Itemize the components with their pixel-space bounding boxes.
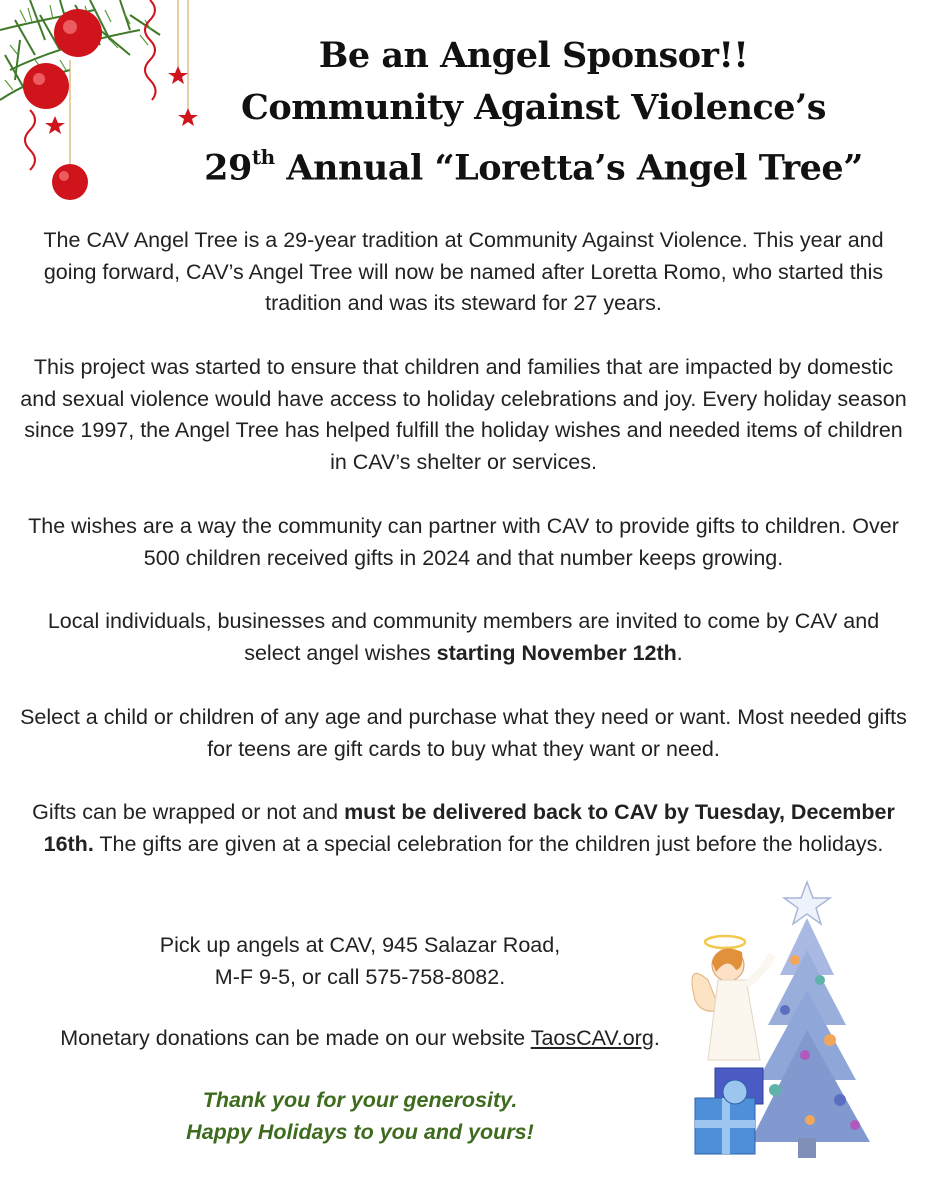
delivery-end: The gifts are given at a special celebration for the children just before the holidays.	[93, 831, 884, 856]
delivery-paragraph	[20, 797, 907, 860]
title-anniversary-number: 29	[204, 147, 252, 189]
invitation-paragraph	[20, 606, 907, 669]
red-ornament-ball	[54, 9, 102, 57]
delivery-text: Gifts can be wrapped or not and	[32, 800, 345, 824]
gift-boxes	[695, 1068, 763, 1154]
title-ordinal-suffix: th	[251, 145, 275, 169]
pickup-info	[20, 930, 700, 993]
ornament-highlight	[33, 73, 45, 85]
tree-top-star-icon	[784, 882, 830, 924]
donation-end: .	[653, 1026, 660, 1050]
pickup-hours-phone: M-F 9-5, or call 575-758-8082.	[214, 964, 506, 989]
pickup-address: Pick up angels at CAV, 945 Salazar Road,	[159, 933, 561, 957]
red-star-icon	[45, 116, 65, 134]
ornament-highlight	[63, 20, 77, 34]
title-line-3	[150, 134, 917, 195]
closing-message	[20, 1085, 700, 1148]
title-line-1: Be an Angel Sponsor!!	[318, 35, 749, 76]
donation-text: Monetary donations can be made on our website	[60, 1026, 531, 1050]
start-date: starting November 12th	[436, 640, 677, 665]
delivery-deadline: must be delivered back to CAV by Tuesday, December 16th.	[43, 800, 895, 856]
community-paragraph: The wishes are a way the community can partner with CAV to provide gifts to children. Over 500 children received gifts in 2024 and that number keeps growing.	[28, 514, 899, 570]
ornament-highlight	[59, 171, 69, 181]
angel-figure	[692, 936, 772, 1060]
website-link[interactable]: TaosCAV.org	[530, 1026, 654, 1050]
angel-christmas-tree-illustration	[680, 880, 910, 1170]
flyer-title	[150, 30, 917, 195]
donation-info	[20, 1023, 700, 1055]
invitation-end: .	[676, 640, 683, 665]
intro-paragraph: The CAV Angel Tree is a 29-year tradition at Community Against Violence. This year and going forward, CAV’s Angel Tree will now be named after Loretta Romo, who started this tradition and was its steward for 27 years.	[43, 228, 884, 315]
red-ornament-ball	[52, 164, 88, 200]
title-tree-name: Annual “Loretta’s Angel Tree”	[274, 147, 863, 189]
purpose-paragraph: This project was started to ensure that children and families that are impacted by domestic and sexual violence would have access to holiday celebrations and joy. Every holiday season since 1997, the Angel Tree has helped fulfill the holiday wishes and needed items of children in CAV’s shelter or services.	[20, 355, 907, 474]
happy-holidays-line: Happy Holidays to you and yours!	[186, 1119, 534, 1144]
title-line-2: Community Against Violence’s	[241, 87, 826, 128]
red-ornament-ball	[23, 63, 69, 109]
selection-paragraph: Select a child or children of any age and purchase what they need or want. Most needed gifts for teens are gift cards to buy what they want or need.	[20, 705, 907, 761]
invitation-text: Local individuals, businesses and community members are invited to come by CAV and select angel wishes	[47, 609, 880, 665]
thank-you-line: Thank you for your generosity.	[202, 1088, 518, 1112]
